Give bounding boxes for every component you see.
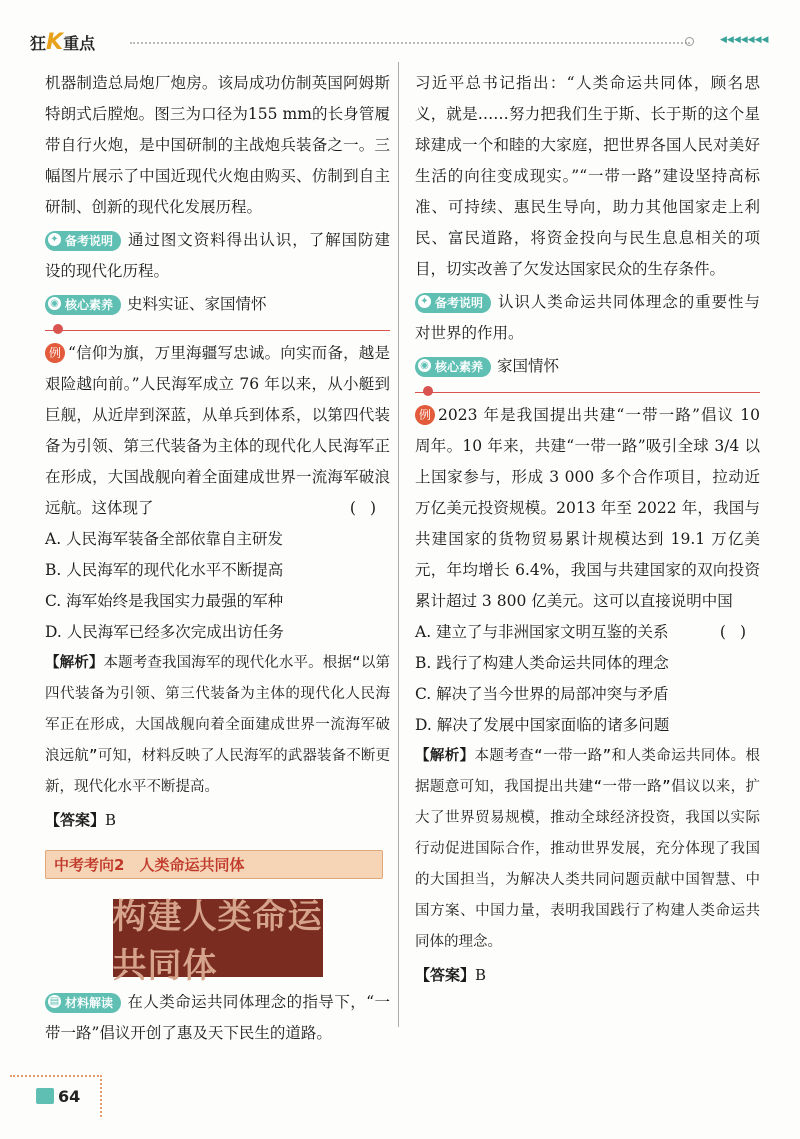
left-analysis [45, 648, 390, 803]
example-badge: 例 [45, 343, 65, 363]
literacy-text: 家国情怀 [497, 357, 560, 375]
option-d: D. 人民海军已经多次完成出访任务 [45, 623, 284, 641]
section-banner: 中考考向2 人类命运共同体 [45, 850, 383, 879]
header-triangles-icon: ◀◀◀◀◀◀◀ [720, 35, 769, 45]
tag-label: 备考说明 [435, 296, 484, 310]
book-icon [36, 1088, 54, 1104]
tag-label: 核心素养 [65, 298, 114, 312]
answer-bracket: () [719, 623, 760, 641]
note-text: 认识人类命运共同体理念的重要性与对世界的作用。 [415, 293, 760, 342]
tag-core-literacy [415, 357, 491, 377]
satellite-icon: ◉ [48, 297, 61, 310]
book-icon: ▤ [49, 996, 60, 1007]
tag-core-literacy [45, 295, 121, 315]
option-c: C. 海军始终是我国实力最强的军种 [45, 592, 284, 610]
bulb-icon: ✦ [48, 233, 61, 246]
analysis-text: 本题考查我国海军的现代化水平。根据“以第四代装备为引领、第三代装备为主体的现代化人民海军正在形成，大国战舰向着全面建成世界一流海军破浪远航”可知，材料反映了人民海军的武器装备不断更新，现代化水平不断提高。 [45, 655, 390, 795]
header-circle-icon [685, 37, 694, 46]
pin-icon [423, 386, 433, 396]
option-c: C. 解决了当今世界的局部冲突与矛盾 [415, 685, 669, 703]
example-separator [415, 388, 760, 398]
satellite-icon: ◉ [418, 359, 431, 372]
page-header [30, 30, 770, 56]
left-literacy [45, 289, 390, 320]
left-question [45, 338, 390, 524]
answer-label: 【答案】 [45, 811, 106, 829]
answer-value: B [105, 811, 117, 829]
example-separator [45, 326, 390, 336]
note-text: 通过图文资料得出认识，了解国防建设的现代化历程。 [45, 231, 390, 280]
pin-icon [53, 324, 63, 334]
logo-k: K [46, 30, 64, 55]
tag-label: 材料解读 [65, 996, 114, 1010]
right-answer [415, 960, 760, 991]
analysis-text: 本题考查“一带一路”和人类命运共同体。根据题意可知，我国提出共建“一带一路”倡议以来，扩大了世界贸易规模，推动全球经济投资，我国以实际行动促进国际合作，推动世界发展，充分体现了我国的大国担当，为解决人类共同问题贡献中国智慧、中国方案、中国力量，表明我国践行了构建人类命运共同体的理念。 [415, 748, 760, 950]
logo-text: 重点 [63, 34, 96, 53]
tag-label: 备考说明 [65, 234, 114, 248]
analysis-label: 【解析】 [45, 655, 104, 671]
option-d: D. 解决了发展中国家面临的诸多问题 [415, 716, 670, 734]
example-badge: 例 [415, 405, 435, 425]
right-column [415, 68, 760, 991]
right-intro: 习近平总书记指出：“人类命运共同体，顾名思义，就是……努力把我们生于斯、长于斯的这个星球建成一个和睦的大家庭，把世界各国人民对美好生活的向往变成现实。”“一带一路”建设坚持高标准、可持续、惠民生导向，助力其他国家走上利民、富民道路，将资金投向与民生息息相关的项目，切实改善了欠发达国家民众的生存条件。 [415, 74, 760, 278]
option-a: A. 人民海军装备全部依靠自主研发 [45, 530, 284, 548]
left-note [45, 225, 390, 287]
answer-label: 【答案】 [415, 966, 476, 984]
right-literacy [415, 351, 760, 382]
literacy-text: 史料实证、家国情怀 [127, 295, 267, 313]
option-b: B. 践行了构建人类命运共同体的理念 [415, 654, 669, 672]
right-note [415, 287, 760, 349]
page-number-text: 64 [58, 1087, 81, 1106]
header-dotted-rule [130, 42, 690, 44]
bulb-icon: ✦ [418, 295, 431, 308]
question-text: 2023 年是我国提出共建“一带一路”倡议 10 周年。10 年来，共建“一带一路”吸引全球 3/4 以上国家参与，形成 3 000 多个合作项目，拉动近万亿美元投资规模。2013 年至 2022 年，我国与共建国家的货物贸易累计规模达到 19.1 万亿美元，年均增长 6.4%，我国与共建国家的双向投资累计超过 3 800 亿美元。这可以直接说明中国 [415, 406, 760, 610]
tag-material [45, 993, 121, 1013]
question-text: “信仰为旗，万里海疆写忠诚。向实而备，越是艰险越向前。”人民海军成立 76 年以来，从小艇到巨舰，从近岸到深蓝，从单兵到体系，以第四代装备为引领、第三代装备为主体的现代化人民海军正在形成，大国战舰向着全面建成世界一流海军破浪远航。这体现了 [45, 344, 390, 517]
right-analysis [415, 741, 760, 958]
left-intro: 机器制造总局炮厂炮房。该局成功仿制英国阿姆斯特朗式后膛炮。图三为口径为155 mm的长身管履带自行火炮，是中国研制的主战炮兵装备之一。三幅图片展示了中国近现代火炮由购买、仿制到自主研制、创新的现代化发展历程。 [45, 74, 390, 216]
analysis-label: 【解析】 [415, 748, 475, 764]
answer-value: B [475, 966, 487, 984]
tag-label: 核心素养 [435, 360, 484, 374]
calligraphy-image: 构建人类命运共同体 [112, 897, 323, 986]
answer-bracket: () [349, 499, 390, 517]
left-material [45, 987, 390, 1049]
left-column [45, 68, 390, 1049]
left-answer [45, 805, 390, 836]
tag-exam-note [415, 293, 491, 313]
material-text: 在人类命运共同体理念的指导下，“一带一路”倡议开创了惠及天下民生的道路。 [45, 993, 390, 1042]
logo-char: 狂 [30, 34, 47, 53]
brand-logo [30, 30, 95, 55]
option-a: A. 建立了与非洲国家文明互鉴的关系 [415, 623, 669, 641]
column-divider [398, 62, 399, 1027]
page-number [36, 1087, 80, 1106]
tag-exam-note [45, 231, 121, 251]
option-b: B. 人民海军的现代化水平不断提高 [45, 561, 284, 579]
